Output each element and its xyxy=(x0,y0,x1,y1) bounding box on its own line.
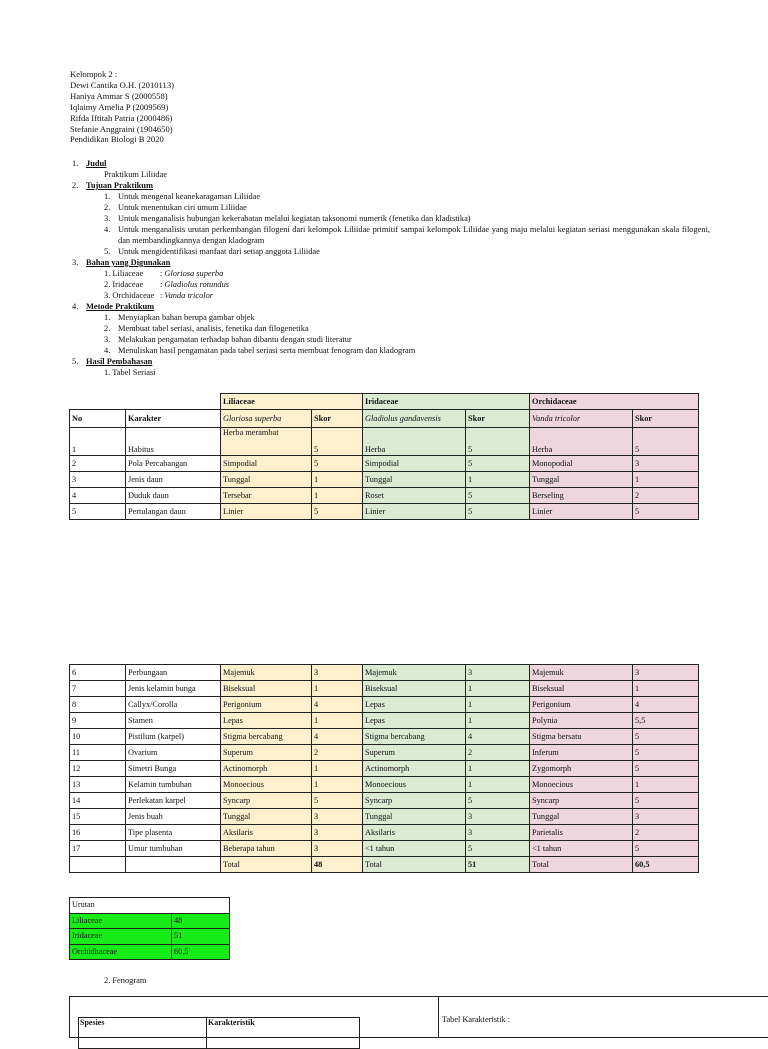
seriasi-table-part2 xyxy=(69,664,699,873)
metode-item: 4. Menuliskan hasil pengamatan pada tabel seriasi serta membuat fenogram dan kladogram xyxy=(104,346,416,355)
family-liliaceae: Liliaceae xyxy=(221,394,312,410)
urutan-table xyxy=(69,897,230,960)
header-skor: Skor xyxy=(633,410,699,428)
tujuan-item: 5. Untuk mengidentifikasi manfaat dari setiap anggota Liliidae xyxy=(104,247,320,256)
urutan-title-row xyxy=(70,898,230,914)
table-row: 2 Pola Percabangan Simpodial 5 Simpodial 5 Monopodial 3 xyxy=(70,456,699,472)
member-line: Iqlaimy Amelia P (2009569) xyxy=(70,101,169,112)
header-skor: Skor xyxy=(466,410,530,428)
section-title: Metode Praktikum xyxy=(86,302,155,311)
table-row: 10 Pistilum (karpel) Stigma bercabang 4 Stigma bercabang 4 Stigma bersatu 5 xyxy=(70,729,699,745)
spesies-header: Spesies xyxy=(80,1018,105,1027)
urutan-title: Urutan xyxy=(70,898,172,914)
table-row: 5 Pertulangan daun Linier 5 Linier 5 Linier 5 xyxy=(70,504,699,520)
section-hasil: 5. Hasil Pembahasan xyxy=(72,357,153,366)
tujuan-item: 4. Untuk menganalisis urutan perkembangan filogeni dari kelompok Liliidae primitif sampai kelompok Liliidae yang maju melalui kegiatan seriasi menggunakan skala filogeni, dan membandingkannya dengan kladogram xyxy=(104,225,710,245)
group-header xyxy=(70,69,174,145)
total-label: Total xyxy=(221,857,312,873)
bahan-item: 3. Orchidaceae : Vanda tricolor xyxy=(104,291,214,300)
urutan-row: Iridaceae 51 xyxy=(70,929,230,945)
tujuan-item: 2. Untuk menentukan ciri umum Liliidae xyxy=(104,203,247,212)
table-row: 3 Jenis daun Tunggal 1 Tunggal 1 Tunggal 1 xyxy=(70,472,699,488)
tujuan-item: 3. Untuk menganalisis hubungan kekerabatan melalui kegiatan taksonomi numerik (fenetika dan kladistika) xyxy=(104,214,471,223)
bahan-item: 2. Iridaceae : Gladiolus rotundus xyxy=(104,280,230,289)
section-metode: 4. Metode Praktikum xyxy=(72,302,155,311)
table-row: 17 Umur tumbuhan Beberapa tahun 3 <1 tahun 5 <1 tahun 5 xyxy=(70,841,699,857)
urutan-row: Orchidhaceae 60,5 xyxy=(70,944,230,960)
urutan-row: Liliaceae 48 xyxy=(70,913,230,929)
member-line: Rifda Iftitah Patria (2000486) xyxy=(70,112,173,123)
metode-item: 2. Membuat tabel seriasi, analisis, fenetika dan filogenetika xyxy=(104,324,309,333)
section-title: Bahan yang Digunakan xyxy=(86,258,171,267)
bahan-item: 1. Liliaceae : Gloriosa superba xyxy=(104,269,224,278)
total-orchidaceae: 60,5 xyxy=(633,857,699,873)
section-title: Hasil Pembahasan xyxy=(86,357,153,366)
table-row: 7 Jenis kelamin bunga Biseksual 1 Biseksual 1 Biseksual 1 xyxy=(70,681,699,697)
total-iridaceae: 51 xyxy=(466,857,530,873)
metode-item: 1. Menyiapkan bahan berupa gambar objek xyxy=(104,313,255,322)
table-row: 16 Tipe plasenta Aksilaris 3 Aksilaris 3 Parietalis 2 xyxy=(70,825,699,841)
header-species: Gladiolus gandavensis xyxy=(363,410,466,428)
total-row xyxy=(70,857,699,873)
table-row: 13 Kelamin tumbuhan Monoecious 1 Monoecious 1 Monoecious 1 xyxy=(70,777,699,793)
column-divider xyxy=(206,1018,207,1048)
family-orchidaceae: Orchidaceae xyxy=(530,394,633,410)
table-row: 4 Duduk daun Tersebar 1 Roset 5 Berseling 2 xyxy=(70,488,699,504)
family-iridaceae: Iridaceae xyxy=(363,394,466,410)
fenogram-label: 2. Fenogram xyxy=(104,976,147,985)
total-liliaceae: 48 xyxy=(312,857,363,873)
section-title: Judul xyxy=(86,159,107,168)
header-no: No xyxy=(70,410,126,428)
karakteristik-header: Karakteristik xyxy=(208,1018,255,1027)
tabel-seriasi-label: 1. Tabel Seriasi xyxy=(104,368,156,377)
header-skor: Skor xyxy=(312,410,363,428)
table-row: 9 Stamen Lepas 1 Lepas 1 Polynia 5,5 xyxy=(70,713,699,729)
judul-text: Praktikum Liliidae xyxy=(104,170,168,179)
member-line: Dewi Cantika O.H. (2010113) xyxy=(70,79,174,90)
header-karakter: Karakter xyxy=(126,410,221,428)
group-title: Kelompok 2 : xyxy=(70,69,118,79)
header-species: Gloriosa superba xyxy=(221,410,312,428)
table-row: 14 Perlekatan karpel Syncarp 5 Syncarp 5 Syncarp 5 xyxy=(70,793,699,809)
table-row: 1 Habitus Herba merambat 5 Herba 5 Herba 5 xyxy=(70,428,699,456)
member-line: Stefanie Anggraini (1904650) xyxy=(70,123,173,134)
seriasi-table-part1 xyxy=(69,393,699,520)
report-outline xyxy=(70,158,710,378)
box-divider xyxy=(438,997,439,1037)
total-label: Total xyxy=(363,857,466,873)
table-row: 12 Simetri Bunga Actinomorph 1 Actinomorph 1 Zygomorph 5 xyxy=(70,761,699,777)
table-row: 8 Callyx/Corolla Perigonium 4 Lepas 1 Perigonium 4 xyxy=(70,697,699,713)
section-judul: 1. Judul xyxy=(72,159,107,168)
metode-item: 3. Melakukan pengamatan terhadap bahan dibantu dengan studi literatur xyxy=(104,335,352,344)
family-header-row xyxy=(70,394,699,410)
header-species: Vanda tricolor xyxy=(530,410,633,428)
member-line: Haniya Ammar S (2000558) xyxy=(70,90,168,101)
total-label: Total xyxy=(530,857,633,873)
section-bahan: 3. Bahan yang Digunakan xyxy=(72,258,171,267)
fenogram-box xyxy=(69,996,768,1038)
table-row: 11 Ovarium Superum 2 Superum 2 Inferum 5 xyxy=(70,745,699,761)
tujuan-item: 1. Untuk mengenal keanekaragaman Liliidae xyxy=(104,192,261,201)
section-tujuan: 2. Tujuan Praktikum xyxy=(72,181,153,190)
column-header-row xyxy=(70,410,699,428)
table-row: 15 Jenis buah Tunggal 3 Tunggal 3 Tunggal 3 xyxy=(70,809,699,825)
tabel-karakteristik-label: Tabel Karakteristik : xyxy=(442,1015,511,1024)
class-line: Pendidikan Biologi B 2020 xyxy=(70,134,164,145)
section-title: Tujuan Praktikum xyxy=(86,181,153,190)
table-row: 6 Perbungaan Majemuk 3 Majemuk 3 Majemuk 3 xyxy=(70,665,699,681)
